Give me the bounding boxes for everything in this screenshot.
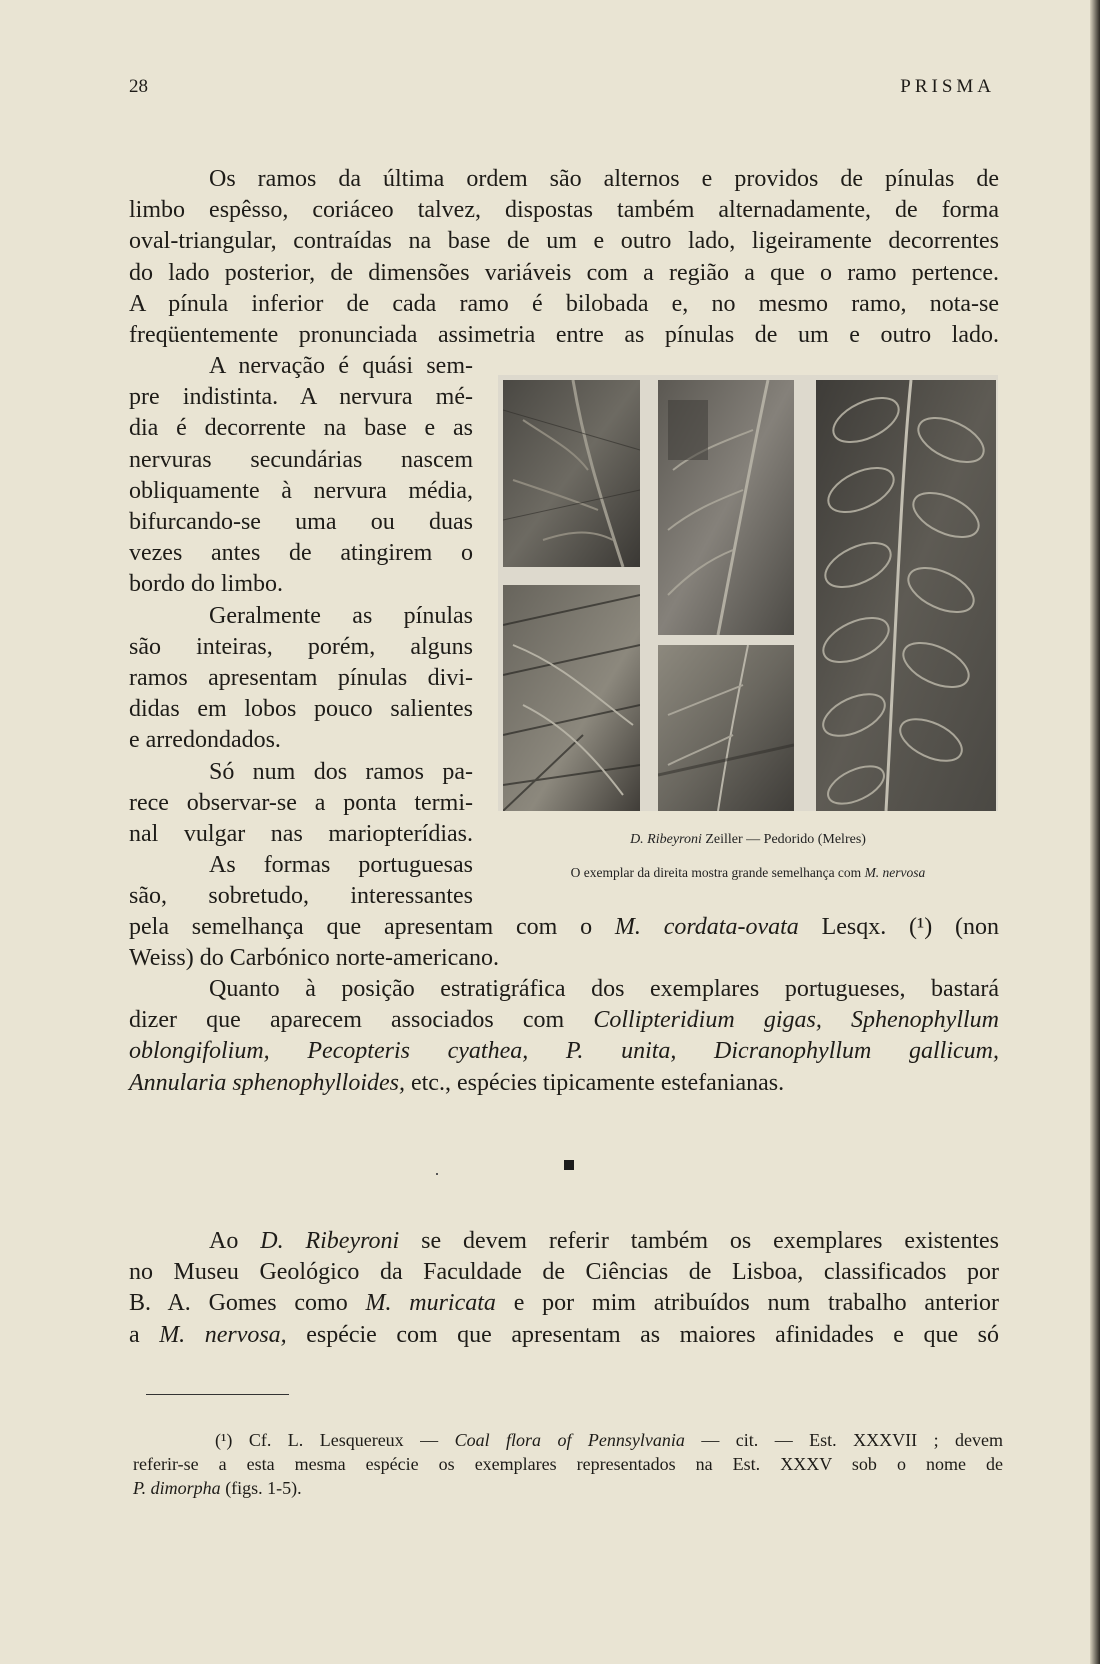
text-line: Geralmente as pínulas [209, 602, 473, 629]
fossil-photo-bottom-left [503, 585, 640, 811]
paragraph-4 [129, 1226, 999, 1351]
text-span: Ao [209, 1228, 261, 1254]
text-line: nervuras secundárias nascem [129, 446, 473, 473]
text-span: pela semelhança que apresentam com o [129, 914, 615, 940]
text-span: Lesqx. (¹) (non [798, 914, 999, 940]
paragraph-2-continuation [129, 912, 999, 974]
text-line: As formas portuguesas [209, 852, 473, 879]
text-line: Só num dos ramos pa- [209, 758, 473, 785]
fossil-plate [498, 375, 998, 811]
text-line [129, 1068, 999, 1099]
page-edge-shadow [1090, 0, 1100, 1664]
text-span: dizer que aparecem associados com [129, 1007, 594, 1034]
text-line: didas em lobos pouco salientes [129, 696, 473, 723]
text-line [129, 912, 999, 943]
species-name: Collipteridium gigas, Sphenophyllum [593, 1007, 999, 1034]
text-line: oval-triangular, contraídas na base de um e outro lado, ligeiramente decorrentes [129, 228, 999, 255]
caption-note: O exemplar da direita mostra grande semelhança com [570, 865, 865, 880]
text-span: (figs. 1-5). [220, 1478, 302, 1498]
text-span: a [129, 1321, 160, 1348]
text-span: — cit. — Est. XXXVII ; devem [684, 1430, 1003, 1450]
text-line: no Museu Geológico da Faculdade de Ciências de Lisboa, classificados por [129, 1259, 999, 1286]
fossil-photo-right [816, 380, 996, 811]
text-line: dia é decorrente na base e as [129, 415, 473, 442]
text-line [129, 1288, 999, 1319]
fossil-photo-top-middle [658, 380, 794, 635]
figure-caption-line-2 [498, 865, 998, 881]
species-name: Annularia sphenophylloides, [129, 1069, 405, 1096]
text-span: (¹) Cf. L. Lesquereux — [215, 1430, 455, 1450]
text-line: e arredondados. [129, 727, 281, 754]
stray-dot [436, 1173, 438, 1175]
caption-locality: Zeiller — Pedorido (Melres) [701, 832, 866, 847]
text-line: nal vulgar nas mariopterídias. [129, 821, 473, 848]
text-line: bifurcando-se uma ou duas [129, 509, 473, 536]
paragraph-2-column [129, 351, 473, 913]
figure-caption-line-1 [498, 832, 998, 848]
text-line: A pínula inferior de cada ramo é bilobada e, no mesmo ramo, nota-se [129, 290, 999, 317]
text-line: são inteiras, porém, alguns [129, 633, 473, 660]
book-title: Coal flora of Pennsylvania [454, 1430, 685, 1450]
species-name: M. cordata-ovata [614, 914, 799, 940]
paragraph-1 [129, 164, 999, 351]
fossil-photo-top-left [503, 380, 640, 567]
caption-reference-species: M. nervosa [864, 865, 926, 880]
text-line: Quanto à posição estratigráfica dos exemplares portugueses, bastará [209, 976, 999, 1002]
text-line: A nervação é quási sem- [209, 353, 473, 379]
text-line [129, 1226, 999, 1257]
page-number: 28 [129, 76, 148, 97]
species-name: D. Ribeyroni [260, 1228, 400, 1254]
footnote-line [133, 1476, 1003, 1500]
running-header [129, 76, 995, 106]
text-line [129, 1036, 999, 1067]
text-span: e por mim atribuídos num trabalho anterior [495, 1290, 1000, 1317]
text-line: pre indistinta. A nervura mé- [129, 384, 473, 411]
text-line: rece observar-se a ponta termi- [129, 789, 473, 816]
text-span: etc., espécies tipicamente estefanianas. [404, 1069, 785, 1096]
text-line: freqüentemente pronunciada assimetria entre as pínulas de um e outro lado. [129, 322, 999, 349]
paragraph-3 [129, 974, 999, 1099]
text-line: Weiss) do Carbónico norte-americano. [129, 945, 499, 972]
fossil-photo-bottom-middle [658, 645, 794, 811]
journal-title: PRISMA [900, 76, 995, 97]
text-line: ramos apresentam pínulas divi- [129, 665, 473, 692]
text-line: são, sobretudo, interessantes [129, 883, 473, 910]
section-separator-square [564, 1160, 574, 1170]
footnote-line: referir-se a esta mesma espécie os exemplares representados na Est. XXXV sob o nome de [133, 1454, 1003, 1474]
footnote-line [133, 1428, 1003, 1452]
text-line: Os ramos da última ordem são alternos e providos de pínulas de [209, 166, 999, 192]
footnote-rule [146, 1394, 289, 1395]
text-line: do lado posterior, de dimensões variáveis com a região a que o ramo pertence. [129, 259, 999, 286]
text-line [129, 1005, 999, 1036]
text-line: bordo do limbo. [129, 571, 283, 598]
species-name: P. dimorpha [133, 1478, 221, 1498]
text-span: se devem referir também os exemplares existentes [399, 1228, 999, 1254]
species-name: M. nervosa, [159, 1321, 287, 1348]
text-line [129, 1320, 999, 1351]
text-span: B. A. Gomes como [129, 1290, 366, 1317]
text-line: limbo espêsso, coriáceo talvez, dispostas também alternadamente, de forma [129, 197, 999, 224]
species-name: M. muricata [365, 1290, 496, 1317]
text-line: obliquamente à nervura média, [129, 477, 473, 504]
text-span: espécie com que apresentam as maiores afinidades e que só [286, 1321, 999, 1348]
caption-species: D. Ribeyroni [630, 832, 702, 847]
footnote [133, 1428, 1003, 1500]
species-name: oblongifolium, Pecopteris cyathea, P. unita, Dicranophyllum gallicum, [129, 1038, 999, 1065]
text-line: vezes antes de atingirem o [129, 540, 473, 567]
